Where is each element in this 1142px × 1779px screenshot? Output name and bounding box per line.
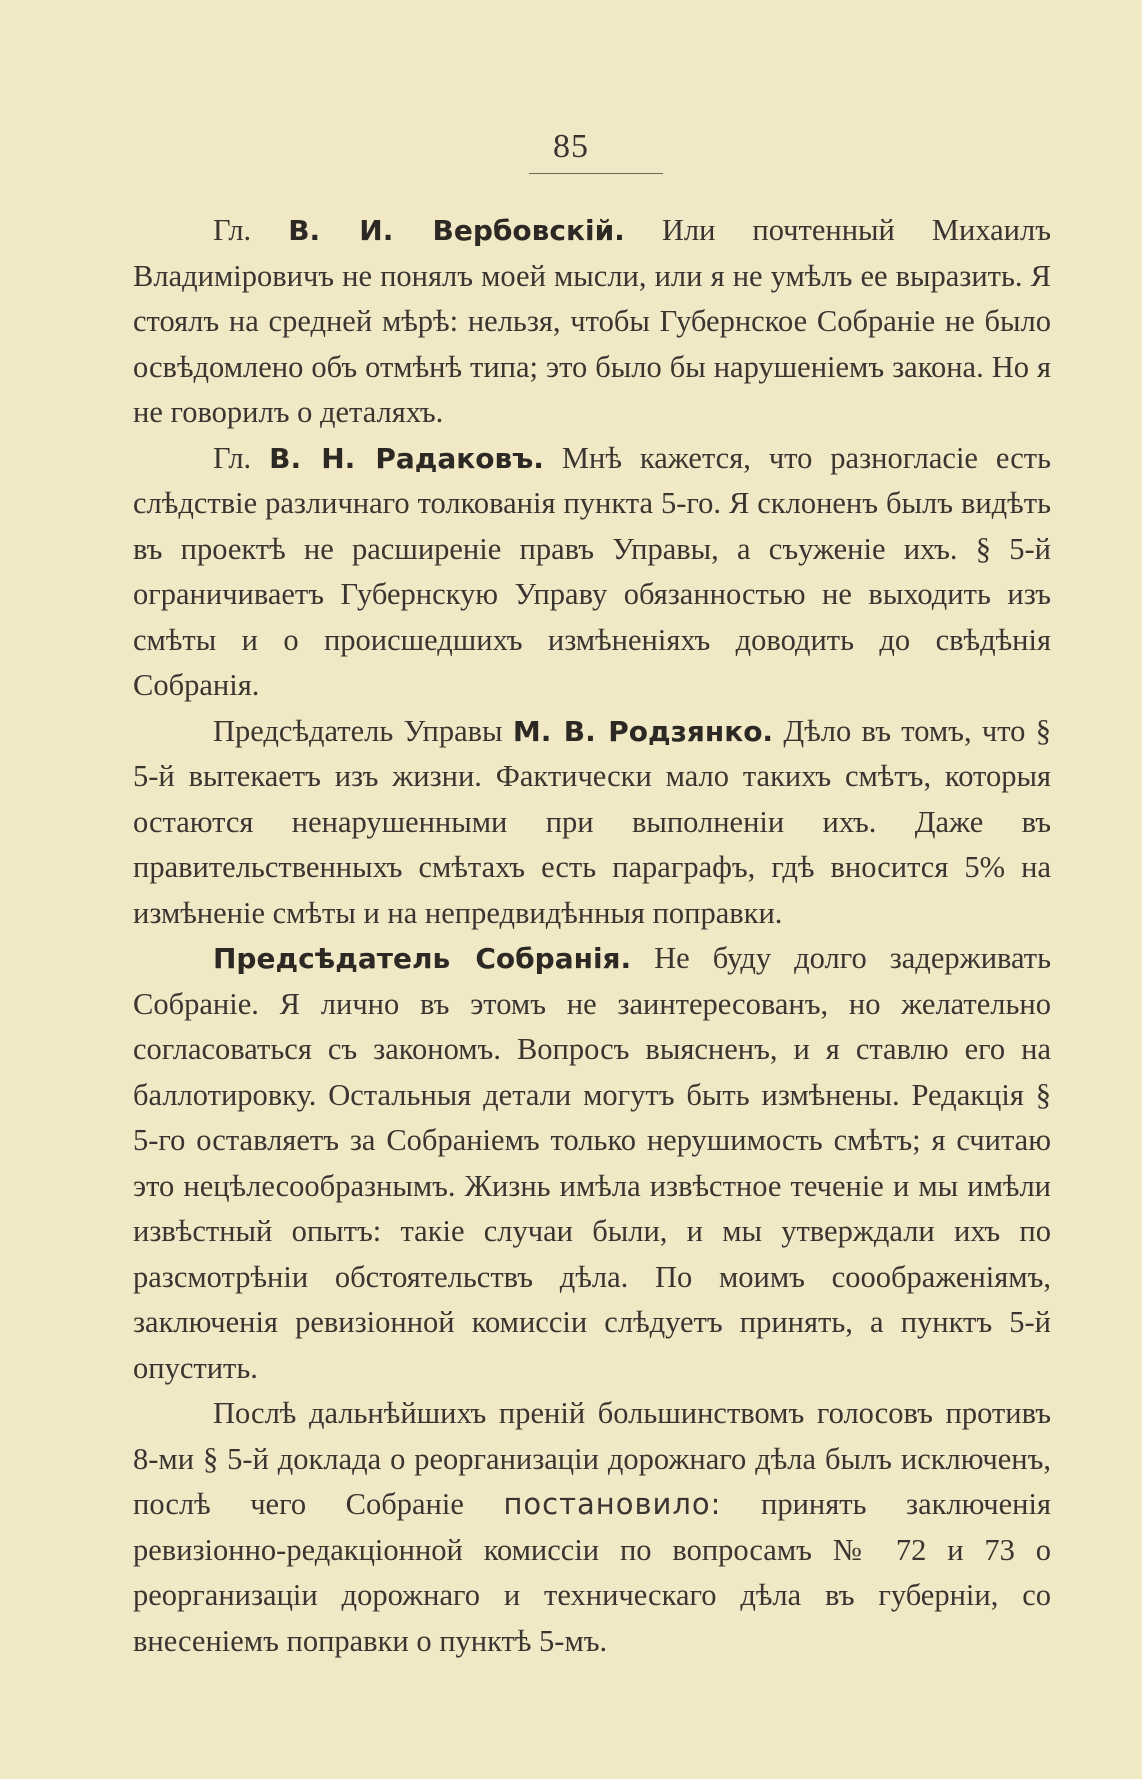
paragraph-resolution (133, 1391, 1051, 1664)
speaker-name: М. В. Родзянко. (512, 714, 774, 748)
resolution-emphasis: постановило: (503, 1487, 722, 1521)
paragraph-text: Мнѣ кажется, что разногласіе есть слѣдствіе различнаго толкованія пункта 5-го. Я склоненъ былъ видѣть въ проектѣ не расширеніе правъ Управы, а съуженіе ихъ. § 5-й ограничиваетъ Губернскую Управу обязанностью не выходить изъ смѣты и о происшедшихъ измѣненіяхъ доводить до свѣдѣнія Собранія. (133, 440, 1052, 702)
speaker-prefix: Предсѣдатель Управы (213, 713, 513, 748)
paragraph-chairman (133, 936, 1051, 1391)
speaker-name: В. Н. Радаковъ. (269, 441, 544, 475)
paragraph-text: Или почтенный Михаилъ Владиміровичъ не понялъ моей мысли, или я не умѣлъ ее выразить. Я стоялъ на средней мѣрѣ: нельзя, чтобы Губернское Собраніе не было освѣдомлено объ отмѣнѣ типа; это было бы нарушеніемъ закона. Но я не говорилъ о деталяхъ. (133, 213, 1051, 429)
resolution-text-before: Послѣ дальнѣйшихъ преній большинствомъ голосовъ противъ 8-ми § 5-й доклада о реорганизаціи дорожнаго дѣла былъ исключенъ, послѣ чего Собраніе (133, 1396, 1051, 1521)
paragraph-text: Дѣло въ томъ, что § 5-й вытекаетъ изъ жизни. Фактически мало такихъ смѣтъ, которыя остаются ненарушенными при выполненіи ихъ. Даже въ правительственныхъ смѣтахъ есть параграфъ, гдѣ вносится 5% на измѣненіе смѣты и на непредвидѣнныя поправки. (133, 713, 1051, 930)
speaker-name: Предсѣдатель Собранія. (213, 942, 632, 975)
paragraph-radakov (133, 436, 1051, 709)
page-number: 85 (553, 128, 589, 165)
paragraph-text: Не буду долго задерживать Собраніе. Я лично въ этомъ не заинтересованъ, но желательно согласоваться съ закономъ. Вопросъ выясненъ, и я ставлю его на баллотировку. Остальныя детали могутъ быть измѣнены. Редакція § 5-го оставляетъ за Собраніемъ только нерушимость смѣтъ; я считаю это нецѣлесообразнымъ. Жизнь имѣла извѣстное теченіе и мы имѣли извѣстный опытъ: такіе случаи были, и мы утверждали ихъ по разсмотрѣніи обстоятельствъ дѣла. По моимъ сооображеніямъ, заключенія ревизіонной комиссіи слѣдуетъ принять, а пунктъ 5-й опустить. (133, 941, 1051, 1385)
resolution-text-after: принять заключенія ревизіонно-редакціонной комиссіи по вопросамъ № 72 и 73 о реорганизаціи дорожнаго и техническаго дѣла въ губерніи, со внесеніемъ поправки о пунктѣ 5-мъ. (133, 1487, 1051, 1658)
body-text (133, 208, 1051, 1664)
speaker-prefix: Гл. (213, 440, 270, 475)
paragraph-verbovsky (133, 208, 1051, 436)
paragraph-rodzyanko (133, 709, 1051, 937)
speaker-prefix: Гл. (213, 213, 289, 247)
speaker-name: В. И. Вербовскій. (288, 214, 625, 247)
page-number-rule (529, 173, 663, 174)
